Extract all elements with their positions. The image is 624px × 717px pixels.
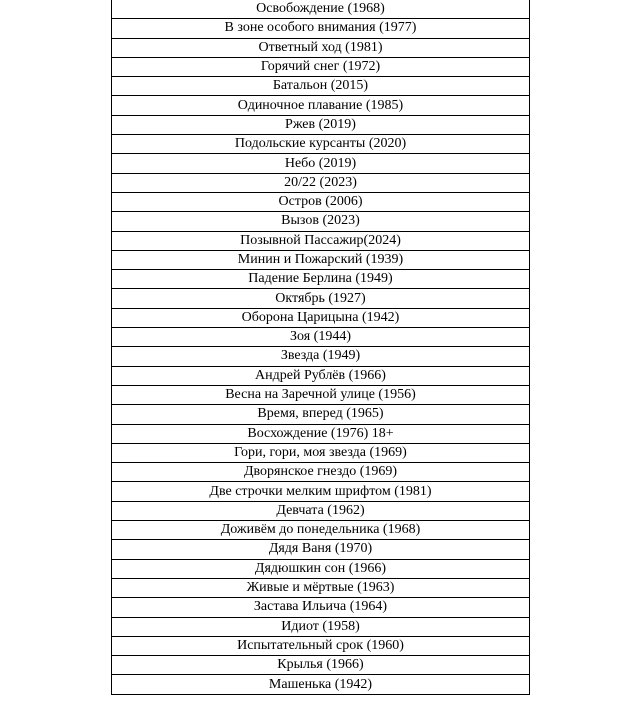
- table-row: [112, 289, 530, 308]
- table-row: [112, 424, 530, 443]
- film-title-cell: Звезда (1949): [112, 347, 530, 366]
- table-row: [112, 405, 530, 424]
- table-row: [112, 463, 530, 482]
- film-title-cell: 20/22 (2023): [112, 173, 530, 192]
- film-title-cell: Идиот (1958): [112, 617, 530, 636]
- film-title-cell: Оборона Царицына (1942): [112, 308, 530, 327]
- film-title-cell: Остров (2006): [112, 192, 530, 211]
- film-title-cell: Позывной Пассажир(2024): [112, 231, 530, 250]
- table-row: [112, 385, 530, 404]
- table-row: [112, 328, 530, 347]
- film-title-cell: Одиночное плавание (1985): [112, 96, 530, 115]
- table-row: [112, 443, 530, 462]
- film-title-cell: Освобождение (1968): [112, 0, 530, 19]
- film-title-cell: Машенька (1942): [112, 675, 530, 694]
- table-row: [112, 521, 530, 540]
- film-title-cell: Ответный ход (1981): [112, 38, 530, 57]
- film-title-cell: Дворянское гнездо (1969): [112, 463, 530, 482]
- table-row: [112, 501, 530, 520]
- table-row: [112, 0, 530, 19]
- table-row: [112, 308, 530, 327]
- table-row: [112, 173, 530, 192]
- film-title-cell: Андрей Рублёв (1966): [112, 366, 530, 385]
- table-row: [112, 270, 530, 289]
- table-row: [112, 38, 530, 57]
- table-row: [112, 77, 530, 96]
- film-title-cell: Доживём до понедельника (1968): [112, 521, 530, 540]
- table-row: [112, 366, 530, 385]
- table-row: [112, 154, 530, 173]
- film-title-cell: Испытательный срок (1960): [112, 636, 530, 655]
- table-row: [112, 96, 530, 115]
- film-title-cell: Дядя Ваня (1970): [112, 540, 530, 559]
- film-title-cell: Падение Берлина (1949): [112, 270, 530, 289]
- table-row: [112, 135, 530, 154]
- film-title-cell: Батальон (2015): [112, 77, 530, 96]
- table-row: [112, 19, 530, 38]
- film-title-cell: Ржев (2019): [112, 115, 530, 134]
- table-row: [112, 598, 530, 617]
- table-row: [112, 656, 530, 675]
- film-title-cell: Зоя (1944): [112, 328, 530, 347]
- film-title-cell: Небо (2019): [112, 154, 530, 173]
- table-row: [112, 559, 530, 578]
- table-row: [112, 231, 530, 250]
- film-title-cell: Весна на Заречной улице (1956): [112, 385, 530, 404]
- film-title-cell: Время, вперед (1965): [112, 405, 530, 424]
- film-title-cell: Гори, гори, моя звезда (1969): [112, 443, 530, 462]
- table-row: [112, 482, 530, 501]
- table-row: [112, 115, 530, 134]
- film-title-cell: Две строчки мелким шрифтом (1981): [112, 482, 530, 501]
- film-title-cell: Минин и Пожарский (1939): [112, 250, 530, 269]
- film-list-table: [111, 0, 530, 695]
- table-row: [112, 636, 530, 655]
- table-row: [112, 347, 530, 366]
- film-title-cell: Октябрь (1927): [112, 289, 530, 308]
- film-title-cell: Подольские курсанты (2020): [112, 135, 530, 154]
- film-title-cell: Застава Ильича (1964): [112, 598, 530, 617]
- film-title-cell: Вызов (2023): [112, 212, 530, 231]
- film-list-body: [112, 0, 530, 694]
- table-row: [112, 540, 530, 559]
- table-row: [112, 192, 530, 211]
- table-row: [112, 617, 530, 636]
- film-title-cell: Крылья (1966): [112, 656, 530, 675]
- film-title-cell: Живые и мёртвые (1963): [112, 578, 530, 597]
- table-row: [112, 57, 530, 76]
- film-title-cell: Восхождение (1976) 18+: [112, 424, 530, 443]
- film-title-cell: Дядюшкин сон (1966): [112, 559, 530, 578]
- film-title-cell: Горячий снег (1972): [112, 57, 530, 76]
- film-title-cell: Девчата (1962): [112, 501, 530, 520]
- table-row: [112, 212, 530, 231]
- table-row: [112, 675, 530, 694]
- film-title-cell: В зоне особого внимания (1977): [112, 19, 530, 38]
- table-row: [112, 250, 530, 269]
- table-row: [112, 578, 530, 597]
